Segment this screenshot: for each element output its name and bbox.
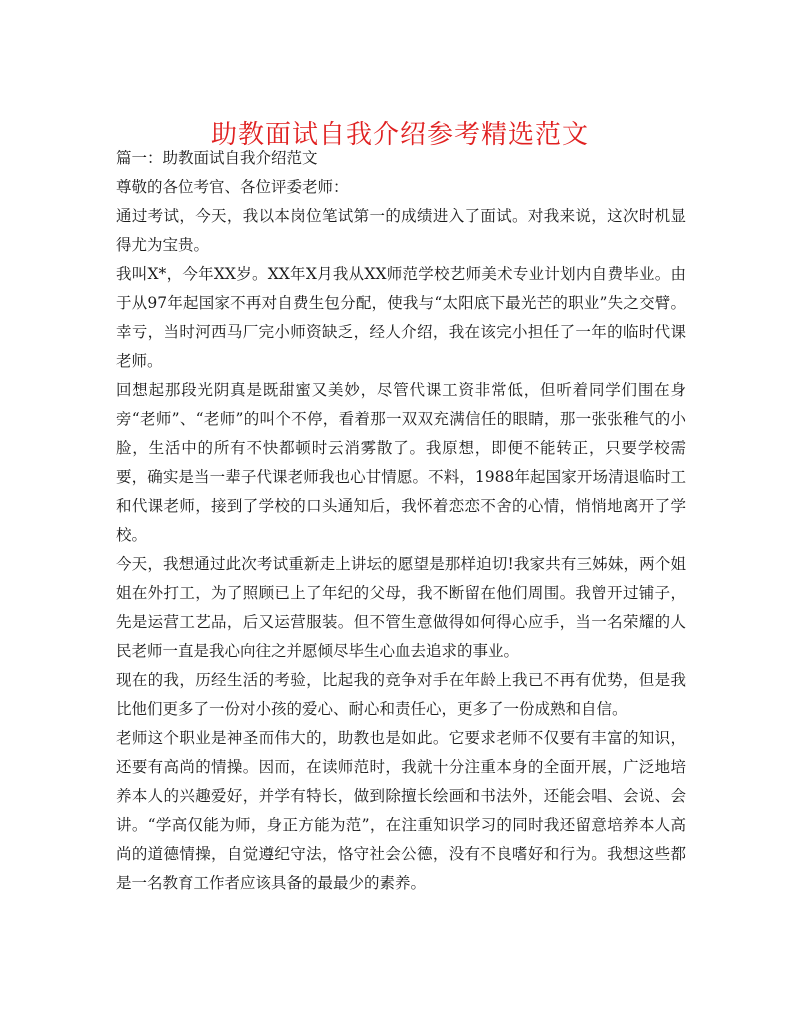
document-body xyxy=(116,144,686,898)
paragraph: 老师这个职业是神圣而伟大的，助教也是如此。它要求老师不仅要有丰富的知识，还要有高尚的情操。因而，在读师范时，我就十分注重本身的全面开展，广泛地培养本人的兴趣爱好，并学有特长，做到除擅长绘画和书法外，还能会唱、会说、会讲。“学高仅能为师，身正方能为范”，在注重知识学习的同时我还留意培养本人高尚的道德情操，自觉遵纪守法，恪守社会公德，没有不良嗜好和行为。我想这些都是一名教育工作者应该具备的最最少的素养。 xyxy=(116,729,686,892)
paragraph: 通过考试，今天，我以本岗位笔试第一的成绩进入了面试。对我来说，这次时机显得尤为宝贵。 xyxy=(116,207,686,254)
paragraph-salutation: 尊敬的各位考官、各位评委老师： xyxy=(116,178,349,196)
document-title: 助教面试自我介绍参考精选范文 xyxy=(210,120,589,151)
paragraph: 现在的我，历经生活的考验，比起我的竞争对手在年龄上我已不再有优势，但是我比他们更多了一份对小孩的爱心、耐心和责任心，更多了一份成熟和自信。 xyxy=(116,671,686,718)
paragraph-chapter-heading: 篇一：助教面试自我介绍范文 xyxy=(116,149,318,167)
paragraph: 回想起那段光阴真是既甜蜜又美妙，尽管代课工资非常低，但听着同学们围在身旁“老师”、“老师”的叫个不停，看着那一双双充满信任的眼睛，那一张张稚气的小脸，生活中的所有不快都顿时云消雾散了。我原想，即便不能转正，只要学校需要，确实是当一辈子代课老师我也心甘情愿。不料，1988年起国家开场清退临时工和代课老师，接到了学校的口头通知后，我怀着恋恋不舍的心情，悄悄地离开了学校。 xyxy=(116,381,686,544)
paragraph: 今天，我想通过此次考试重新走上讲坛的愿望是那样迫切!我家共有三姊妹，两个姐姐在外打工，为了照顾已上了年纪的父母，我不断留在他们周围。我曾开过铺子，先是运营工艺品，后又运营服装。但不管生意做得如何得心应手，当一名荣耀的人民老师一直是我心向往之并愿倾尽毕生心血去追求的事业。 xyxy=(116,555,686,660)
paragraph: 我叫X*，今年XX岁。XX年X月我从XX师范学校艺师美术专业计划内自费毕业。由于从97年起国家不再对自费生包分配，使我与“太阳底下最光芒的职业”失之交臂。幸亏，当时河西马厂完小师资缺乏，经人介绍，我在该完小担任了一年的临时代课老师。 xyxy=(116,265,686,370)
